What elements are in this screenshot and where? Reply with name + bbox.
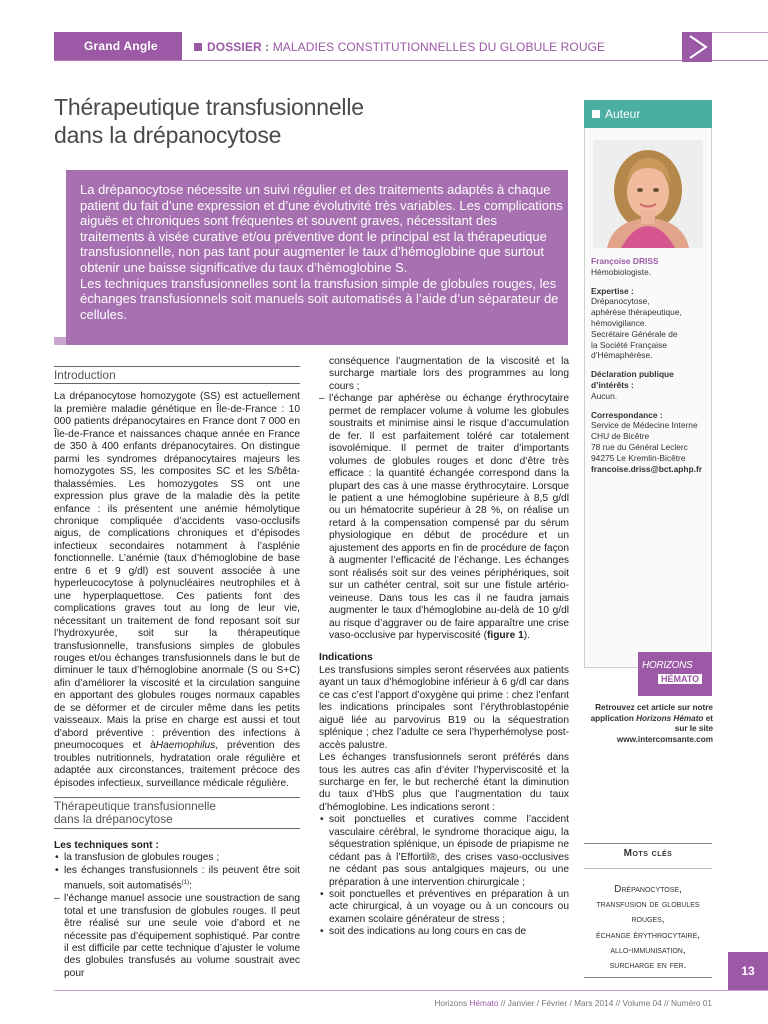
app-promo-line: Retrouvez cet article sur notre <box>595 703 713 712</box>
expertise-line: aphérèse thérapeutique, <box>591 307 682 318</box>
techniques-list <box>54 852 300 893</box>
header-divider <box>54 60 768 61</box>
correspondence-label: Correspondance : <box>591 409 663 420</box>
keywords-list <box>584 882 712 973</box>
section-heading-introduction: Introduction <box>54 366 300 384</box>
correspondence-line: Service de Médecine Interne <box>591 420 698 431</box>
exchange-list-cont <box>319 393 569 642</box>
author-name: Françoise DRISS <box>591 256 659 266</box>
expertise-line: hémovigilance. <box>591 317 647 328</box>
keyword-line: Drépanocytose, <box>614 884 682 895</box>
abstract-paragraph-1: La drépanocytose nécessite un suivi régulier et des traitements adaptés à chaque patient du fait d’une expression et d’une évolutivité très variables. Les complications aiguës et chroniques sont fréquentes et souvent graves, nécessitant des traitements à visée curative et/ou préventive dont le principal est la thérapeutique transfusionnelle, non pas tant pour augmenter le taux d’hémoglobine que surtout obtenir une baisse significative du taux d’hémoglobine S. <box>80 182 563 275</box>
expertise-line: d’Hémaphérèse. <box>591 350 653 361</box>
journal-issue: // Janvier / Février / Mars 2014 // Volume 04 // Numéro 01 <box>500 998 712 1008</box>
website-link[interactable]: sur le site www.intercomsante.com <box>616 724 713 744</box>
correspondence-line: CHU de Bicêtre <box>591 431 650 442</box>
app-promo-text <box>584 703 713 745</box>
intro-text: La drépanocytose homozygote (SS) est actuellement la première maladie génétique en Île-de-France : 10 000 patients drépanocytaires en France dont 7 000 en Île-de-France et naissances chaque année en France de 350 à 400 enfants drépanocytaires. On distingue parmi les syndromes drépanocytaires majeurs les homozygotes SS, les composites SC et les S/bêta-thalassémies. Les homozygotes SS ont une expression plus grave de la maladie dès la petite enfance : ils présentent une anémie hémolytique chronique compliquée d’accidents vaso-occlusifs aigus, de complications chroniques et d’épisodes infectieux secondaires notamment à l’asplénie fonctionnelle. L’anémie (taux d’hémoglobine de base entre 6 et 9 g/dl) est souvent associée à une hyperleucocytose à polynucléaires neutrophiles et à une hyperplaquettose. Ces patients font des complications graves tout au long de leur vie, nécessitant un traitement de fond reposant soit sur l’hydroxyurée, soit sur la thérapeutique transfusionnelle, transfusions simples de globules rouges et/ou échanges transfusionnels dans le but de diminuer le taux d’hémoglobine anormale (S ou S+C) afin d’améliorer la viscosité et la circulation sanguine en apportant des globules rouges normaux capables de se déformer et de circuler même dans les petits vaisseaux. Mais la prise en charge est aussi et tout d’abord préventive : prévention des infections à pneumocoques et à <box>54 391 300 752</box>
keyword-line: transfusion de globules <box>596 899 700 911</box>
list-item-text: l’échange par aphérèse ou échange érythrocytaire permet de remplacer volume à volume les globules soustraits et minimise ainsi le risque d’accumulation de fer. Il est parfaitement toléré car totalement isovolémique. Il permet de traiter d’importants volumes de globules rouges et donc d’être très efficace : la quantité échangée correspond dans la plupart des cas à une masse érythrocytaire. Lorsque le patient a une hémoglobine supérieure à 8,5 g/dl ou un hématocrite supérieur à 28 %, on réalise un retard à la compensation compensé par du sérum physiologique en début de procédure et un ajustement des apports en fin de procédure de façon à augmenter l’efficacité de l’échange. Les échanges sont réalisés soit sur des veines périphériques, soit sur un cathéter central, soit sur une fistule artério-veineuse. Dans tous les cas il ne faudra jamais augmenter le taux d’hémoglobine au-delà de 10 g/dl au risque d’aggraver ou de faire apparaître une crise vaso-occlusive par hyperviscosité ( <box>329 393 569 641</box>
techniques-label: Les techniques sont : <box>54 839 159 851</box>
figure-reference: figure 1 <box>486 629 524 641</box>
exchange-list <box>54 893 300 980</box>
reference-marker: (1) <box>181 880 190 887</box>
footer-rule <box>54 990 768 991</box>
app-logo-text-1: HORIZONS <box>642 660 693 671</box>
indications-list <box>319 814 569 939</box>
title-line-2: dans la drépanocytose <box>54 122 282 148</box>
keyword-line: échange érythrocytaire, <box>595 929 701 941</box>
section-heading-line-1: Thérapeutique transfusionnelle <box>54 798 216 813</box>
app-name: Horizons Hémato <box>636 713 704 723</box>
app-promo-line <box>584 714 713 725</box>
app-logo-text-2: HÉMATO <box>658 674 702 684</box>
expertise-line: la Société Française <box>591 339 667 350</box>
indications-paragraph-1: Les transfusions simples seront réservées aux patients ayant un taux d’hémoglobine inférieur à 6 g/dl car dans ce cas c’est l’apport d’oxygène qui prime : chez l’enfant les indications principales sont l’érythroblastopénie aiguë liée au parvovirus B19 ou la séquestration splénique ; chez l’adulte ce sera l’hyperhémolyse post-accès palustre. <box>319 664 569 751</box>
list-item-end: ). <box>523 629 530 641</box>
declaration-value: Aucun. <box>591 390 618 401</box>
column-2 <box>319 356 569 939</box>
journal-footer <box>300 998 712 1008</box>
dossier-heading <box>194 40 605 54</box>
app-promo-word: et <box>705 713 713 723</box>
correspondence-line: 94275 Le Kremlin-Bicêtre <box>591 452 686 463</box>
section-tab: Grand Angle <box>54 32 182 60</box>
portrait-icon <box>593 140 703 248</box>
article-title <box>54 93 494 149</box>
declaration-label: Déclaration publique d’intérêts : <box>591 369 674 390</box>
list-item <box>319 393 569 642</box>
app-promo-word: application <box>590 713 634 723</box>
abstract-accent <box>54 337 66 345</box>
keyword-line: surcharge en fer. <box>609 960 687 972</box>
indications-heading: Indications <box>319 652 373 664</box>
header-topbar <box>712 32 768 33</box>
next-arrow-button[interactable] <box>682 32 712 62</box>
journal-name: Horizons <box>434 998 468 1008</box>
correspondence-line: 78 rue du Général Leclerc <box>591 441 688 452</box>
expertise-line: Secrétaire Générale de <box>591 328 678 339</box>
title-line-1: Thérapeutique transfusionnelle <box>54 94 364 120</box>
journal-name-accent: Hémato <box>469 998 499 1008</box>
keywords-rule <box>584 868 712 869</box>
square-bullet-icon <box>592 110 600 118</box>
indications-paragraph-2: Les échanges transfusionnels seront préférés dans tous les autres cas afin d’éviter l’hyperviscosité et la surcharge en fer, le but recherché étant la diminution du taux d’HbS plus que l’augmentation du taux d’hémoglobine. Les indications seront : <box>319 752 569 813</box>
keyword-line: rouges, <box>631 914 665 926</box>
keywords-bottom-rule <box>584 977 712 978</box>
abstract-paragraph-2: Les techniques transfusionnelles sont la transfusion simple de globules rouges, les échanges transfusionnels soit manuels soit automatisés à l’aide d’un séparateur de cellules. <box>80 275 559 322</box>
section-heading-line-2: dans la drépanocytose <box>54 811 173 826</box>
author-photo <box>593 140 703 248</box>
list-item: • soit ponctuelles et préventives en préparation à un acte chirurgical, à un voyage ou à un concours ou examen scolaire générateur de stress ; <box>319 889 569 926</box>
page-number: 13 <box>728 952 768 990</box>
expertise-label: Expertise : <box>591 285 634 296</box>
author-details <box>591 256 709 474</box>
keyword-line: allo-immunisation, <box>610 944 686 956</box>
intro-text-2: , prévention des troubles nutritionnels, hydratation orale régulière et adaptée aux circonstances, traitement précoce des épisodes infectieux, surveillance médicale régulière. <box>54 740 300 789</box>
list-item <box>54 865 300 893</box>
sidebar-header <box>584 100 712 128</box>
list-item: • la transfusion de globules rouges ; <box>54 852 300 864</box>
author-role: Hémobiologiste. <box>591 266 652 277</box>
list-item: • soit des indications au long cours en cas de <box>319 926 569 938</box>
list-item: • soit ponctuelles et curatives comme l’accident vasculaire cérébral, le syndrome thoracique aigu, la séquestration splénique, un épisode de priapisme ne cédant pas à l’Effortil®, des crises vaso-occlusives ne cédant pas sous antalgiques majeurs, ou une préparation à une intervention chirurgicale ; <box>319 814 569 889</box>
dossier-label: DOSSIER : <box>207 40 270 54</box>
expertise-line: Drépanocytose, <box>591 296 650 307</box>
list-item-text: les échanges transfusionnels : ils peuvent être soit manuels, soit automatisés <box>64 864 300 892</box>
horizons-hemato-app-icon[interactable] <box>638 652 712 696</box>
sidebar-header-label: Auteur <box>605 107 641 121</box>
list-item-end: : <box>189 880 192 892</box>
intro-italic: Haemophilus <box>155 740 216 752</box>
intro-paragraph <box>54 391 300 790</box>
column-1 <box>54 366 300 980</box>
chevron-right-icon <box>682 32 712 62</box>
list-item: – l’échange manuel associe une soustraction de sang total et une transfusion de globules rouges. Il peut être réalisé sur une seule voie d’abord et ne nécessite pas d’équipement sophistiqué. Par contre il est difficile par cette technique d’ajuster le volume des globules transfusés au volume soustrait avec pour <box>54 893 300 980</box>
dossier-title: MALADIES CONSTITUTIONNELLES DU GLOBULE ROUGE <box>272 40 606 54</box>
section-heading-therapeutique <box>54 797 300 829</box>
continued-text: conséquence l’augmentation de la viscosité et la surcharge martiale lors des programmes au long cours ; <box>329 356 569 392</box>
square-bullet-icon <box>194 43 202 51</box>
keywords-heading: Mots clés <box>623 848 673 859</box>
abstract-text <box>80 182 564 322</box>
author-email-link[interactable]: francoise.driss@bct.aphp.fr <box>591 463 703 474</box>
keywords-top-rule <box>584 843 712 844</box>
